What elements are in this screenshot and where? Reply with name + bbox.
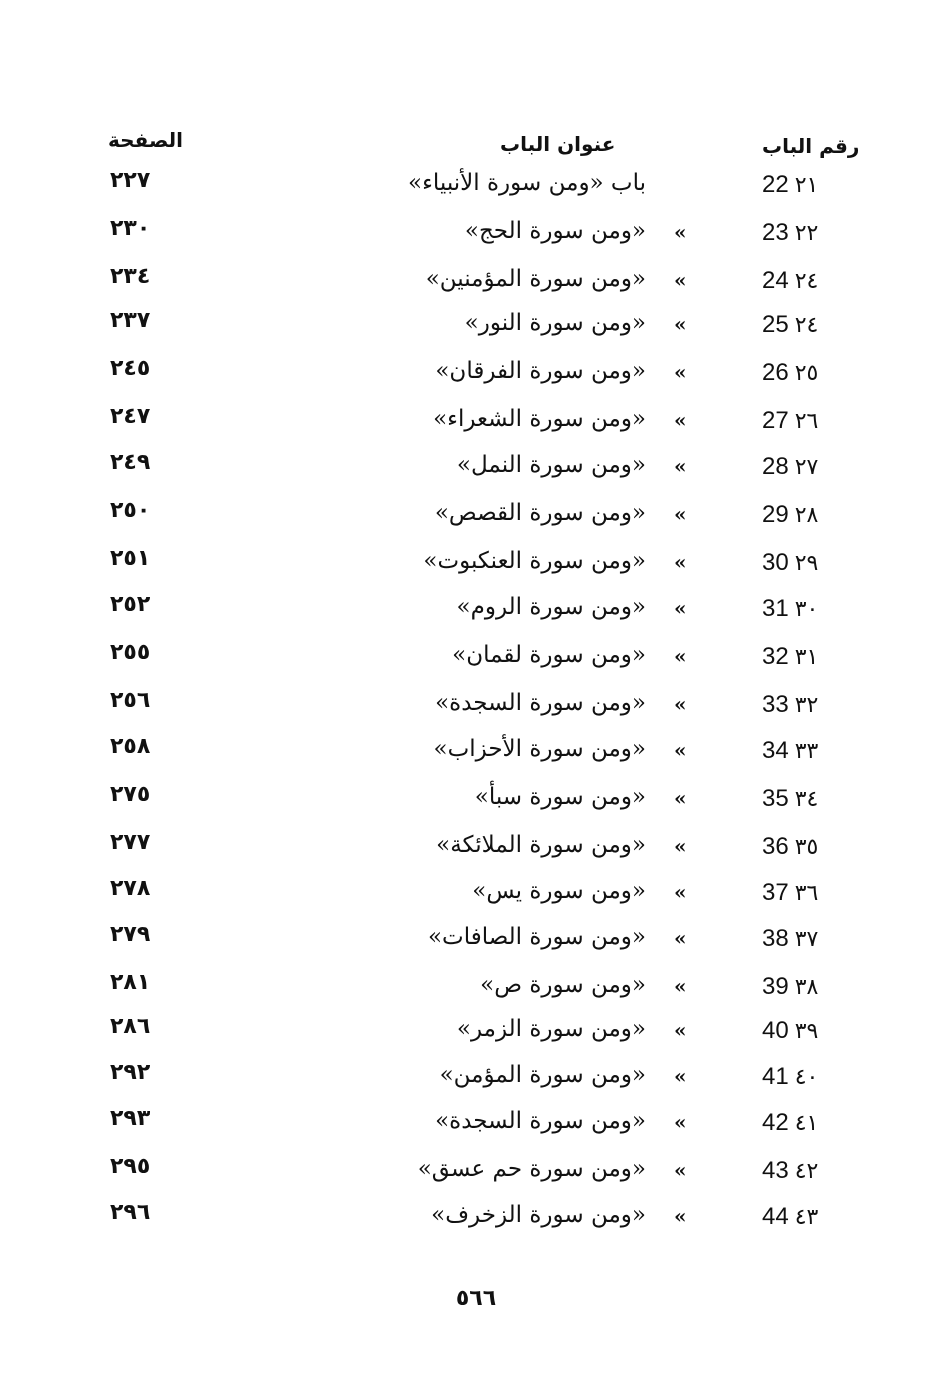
row-chapter-number-latin: 33 <box>762 691 789 718</box>
row-chapter-number-latin: 40 <box>762 1017 789 1044</box>
row-ditto-mark: « <box>674 454 687 478</box>
header-page-column: الصفحة <box>108 128 184 152</box>
row-chapter-number-arabic: ٣٠ <box>794 597 819 622</box>
table-row <box>0 1154 952 1200</box>
row-chapter-title: «ومن سورة السجدة» <box>435 1108 646 1134</box>
row-chapter-number-arabic: ٢١ <box>794 173 819 198</box>
row-chapter-number-latin: 31 <box>762 595 789 622</box>
row-ditto-mark: « <box>674 974 687 998</box>
row-page-number: ٢٥٨ <box>110 734 151 759</box>
row-chapter-number <box>762 406 842 435</box>
table-row <box>0 498 952 544</box>
row-chapter-number-latin: 41 <box>762 1063 789 1090</box>
row-ditto-mark: « <box>674 268 687 292</box>
table-row <box>0 1014 952 1060</box>
row-chapter-title: «ومن سورة العنكبوت» <box>423 548 646 574</box>
row-page-number: ٢٩٢ <box>110 1060 151 1085</box>
row-ditto-mark: « <box>674 1018 687 1042</box>
row-chapter-number-arabic: ٢٤ <box>794 313 819 338</box>
row-ditto-mark: « <box>674 786 687 810</box>
row-chapter-number <box>762 690 842 719</box>
table-row <box>0 1200 952 1246</box>
row-chapter-number-latin: 30 <box>762 549 789 576</box>
header-title-column: عنوان الباب <box>500 132 616 156</box>
row-ditto-mark: « <box>674 1064 687 1088</box>
row-chapter-number-arabic: ٣٥ <box>794 835 819 860</box>
row-chapter-title: «ومن سورة الحج» <box>464 218 646 244</box>
row-chapter-number-latin: 32 <box>762 643 789 670</box>
row-ditto-mark: « <box>674 1204 687 1228</box>
row-chapter-number-arabic: ٣٣ <box>794 739 819 764</box>
row-chapter-title: «ومن سورة النمل» <box>456 452 646 478</box>
row-chapter-number <box>762 266 842 295</box>
table-row <box>0 450 952 496</box>
table-row <box>0 1060 952 1106</box>
row-chapter-number-arabic: ٣١ <box>794 645 819 670</box>
row-page-number: ٢٧٨ <box>110 876 151 901</box>
row-page-number: ٢٣٠ <box>110 216 151 241</box>
row-page-number: ٢٣٧ <box>110 308 151 333</box>
row-chapter-number-arabic: ٣٩ <box>794 1019 819 1044</box>
table-row <box>0 168 952 214</box>
row-page-number: ٢٤٧ <box>110 404 151 429</box>
row-page-number: ٢٣٤ <box>110 264 151 289</box>
row-chapter-number <box>762 972 842 1001</box>
row-chapter-title: «ومن سورة سبأ» <box>474 784 646 810</box>
row-chapter-number <box>762 310 842 339</box>
row-chapter-number-latin: 29 <box>762 501 789 528</box>
row-ditto-mark: « <box>674 738 687 762</box>
table-row <box>0 970 952 1016</box>
row-chapter-number-latin: 23 <box>762 219 789 246</box>
row-ditto-mark: « <box>674 1110 687 1134</box>
row-chapter-number-arabic: ٤٠ <box>794 1065 819 1090</box>
row-ditto-mark: « <box>674 1158 687 1182</box>
row-chapter-number <box>762 594 842 623</box>
row-chapter-number-arabic: ٢٥ <box>794 361 819 386</box>
row-chapter-number-arabic: ٢٨ <box>794 503 819 528</box>
row-chapter-number-arabic: ٢٤ <box>794 269 819 294</box>
table-row <box>0 734 952 780</box>
row-ditto-mark: « <box>674 312 687 336</box>
row-chapter-number-latin: 22 <box>762 171 789 198</box>
row-chapter-title: «ومن سورة الصافات» <box>427 924 646 950</box>
row-page-number: ٢٥٥ <box>110 640 151 665</box>
row-page-number: ٢٤٥ <box>110 356 151 381</box>
row-chapter-number <box>762 548 842 577</box>
row-ditto-mark: « <box>674 834 687 858</box>
row-chapter-number-arabic: ٤١ <box>794 1111 819 1136</box>
row-chapter-number-latin: 27 <box>762 407 789 434</box>
row-page-number: ٢٥١ <box>110 546 151 571</box>
table-row <box>0 640 952 686</box>
row-chapter-number-latin: 35 <box>762 785 789 812</box>
row-ditto-mark: « <box>674 408 687 432</box>
row-chapter-number <box>762 1202 842 1231</box>
table-header <box>0 128 952 164</box>
row-chapter-title: «ومن سورة الزخرف» <box>431 1202 646 1228</box>
table-row <box>0 782 952 828</box>
row-chapter-number-latin: 36 <box>762 833 789 860</box>
row-chapter-number-latin: 34 <box>762 737 789 764</box>
table-row <box>0 356 952 402</box>
table-row <box>0 592 952 638</box>
row-chapter-number-latin: 24 <box>762 267 789 294</box>
row-chapter-number-latin: 43 <box>762 1157 789 1184</box>
row-chapter-title: «ومن سورة يس» <box>472 878 646 904</box>
row-ditto-mark: « <box>674 550 687 574</box>
row-chapter-title: «ومن سورة الملائكة» <box>436 832 646 858</box>
row-chapter-number-latin: 44 <box>762 1203 789 1230</box>
row-page-number: ٢٢٧ <box>110 168 151 193</box>
row-chapter-number <box>762 500 842 529</box>
row-chapter-number <box>762 452 842 481</box>
row-chapter-number <box>762 1156 842 1185</box>
row-chapter-title: «ومن سورة لقمان» <box>452 642 646 668</box>
row-chapter-title: «ومن سورة الشعراء» <box>433 406 646 432</box>
row-chapter-number <box>762 358 842 387</box>
row-chapter-number-arabic: ٢٢ <box>794 221 819 246</box>
row-page-number: ٢٧٧ <box>110 830 151 855</box>
row-chapter-title: «ومن سورة القصص» <box>434 500 646 526</box>
row-chapter-title: «ومن سورة حم عسق» <box>417 1156 646 1182</box>
table-row <box>0 876 952 922</box>
row-chapter-number-arabic: ٢٦ <box>794 409 819 434</box>
row-chapter-title: «ومن سورة ص» <box>480 972 646 998</box>
row-chapter-number-arabic: ٤٢ <box>794 1159 819 1184</box>
row-chapter-title: «ومن سورة الروم» <box>456 594 646 620</box>
table-row <box>0 546 952 592</box>
row-chapter-title: «ومن سورة النور» <box>464 310 646 336</box>
row-ditto-mark: « <box>674 596 687 620</box>
row-page-number: ٢٧٥ <box>110 782 151 807</box>
page-number: ٥٦٦ <box>455 1286 497 1311</box>
row-chapter-number <box>762 1108 842 1137</box>
row-page-number: ٢٥٠ <box>110 498 151 523</box>
row-page-number: ٢٩٦ <box>110 1200 151 1225</box>
table-row <box>0 922 952 968</box>
row-page-number: ٢٧٩ <box>110 922 151 947</box>
row-page-number: ٢٩٥ <box>110 1154 151 1179</box>
row-ditto-mark: « <box>674 644 687 668</box>
row-chapter-title: «ومن سورة الأحزاب» <box>433 736 646 762</box>
row-page-number: ٢٥٦ <box>110 688 151 713</box>
row-page-number: ٢٨٦ <box>110 1014 151 1039</box>
row-page-number: ٢٩٣ <box>110 1106 151 1131</box>
row-page-number: ٢٥٢ <box>110 592 151 617</box>
row-chapter-number <box>762 1016 842 1045</box>
row-chapter-title: «ومن سورة المؤمنين» <box>425 266 646 292</box>
row-chapter-number <box>762 784 842 813</box>
row-ditto-mark: « <box>674 926 687 950</box>
row-chapter-number-arabic: ٣٨ <box>794 975 819 1000</box>
row-chapter-number-arabic: ٢٩ <box>794 551 819 576</box>
table-row <box>0 830 952 876</box>
header-number-column: رقم الباب <box>762 134 860 158</box>
row-chapter-number <box>762 832 842 861</box>
row-chapter-number-latin: 39 <box>762 973 789 1000</box>
row-chapter-number-latin: 25 <box>762 311 789 338</box>
row-chapter-number-latin: 37 <box>762 879 789 906</box>
row-chapter-number-latin: 26 <box>762 359 789 386</box>
table-row <box>0 216 952 262</box>
row-ditto-mark: « <box>674 880 687 904</box>
row-chapter-number-latin: 42 <box>762 1109 789 1136</box>
row-chapter-number <box>762 878 842 907</box>
row-chapter-number <box>762 642 842 671</box>
row-chapter-number <box>762 736 842 765</box>
row-chapter-title: «ومن سورة السجدة» <box>435 690 646 716</box>
row-chapter-number-arabic: ٣٧ <box>794 927 819 952</box>
row-page-number: ٢٨١ <box>110 970 151 995</box>
row-chapter-number-arabic: ٣٤ <box>794 787 819 812</box>
row-chapter-title: باب «ومن سورة الأنبياء» <box>408 170 646 196</box>
row-chapter-number <box>762 170 842 199</box>
row-chapter-number-arabic: ٣٦ <box>794 881 819 906</box>
table-row <box>0 308 952 354</box>
row-chapter-number-arabic: ٢٧ <box>794 455 819 480</box>
row-chapter-title: «ومن سورة الزمر» <box>456 1016 646 1042</box>
row-chapter-number-latin: 38 <box>762 925 789 952</box>
row-chapter-number <box>762 924 842 953</box>
row-chapter-number-arabic: ٤٣ <box>794 1205 819 1230</box>
row-ditto-mark: « <box>674 502 687 526</box>
row-chapter-title: «ومن سورة المؤمن» <box>439 1062 646 1088</box>
row-chapter-title: «ومن سورة الفرقان» <box>435 358 646 384</box>
table-row <box>0 688 952 734</box>
table-row <box>0 1106 952 1152</box>
row-chapter-number-arabic: ٣٢ <box>794 693 819 718</box>
row-ditto-mark: « <box>674 692 687 716</box>
row-ditto-mark: « <box>674 360 687 384</box>
row-page-number: ٢٤٩ <box>110 450 151 475</box>
row-ditto-mark: « <box>674 220 687 244</box>
row-chapter-number <box>762 1062 842 1091</box>
row-chapter-number-latin: 28 <box>762 453 789 480</box>
table-row <box>0 404 952 450</box>
table-row <box>0 264 952 310</box>
row-chapter-number <box>762 218 842 247</box>
